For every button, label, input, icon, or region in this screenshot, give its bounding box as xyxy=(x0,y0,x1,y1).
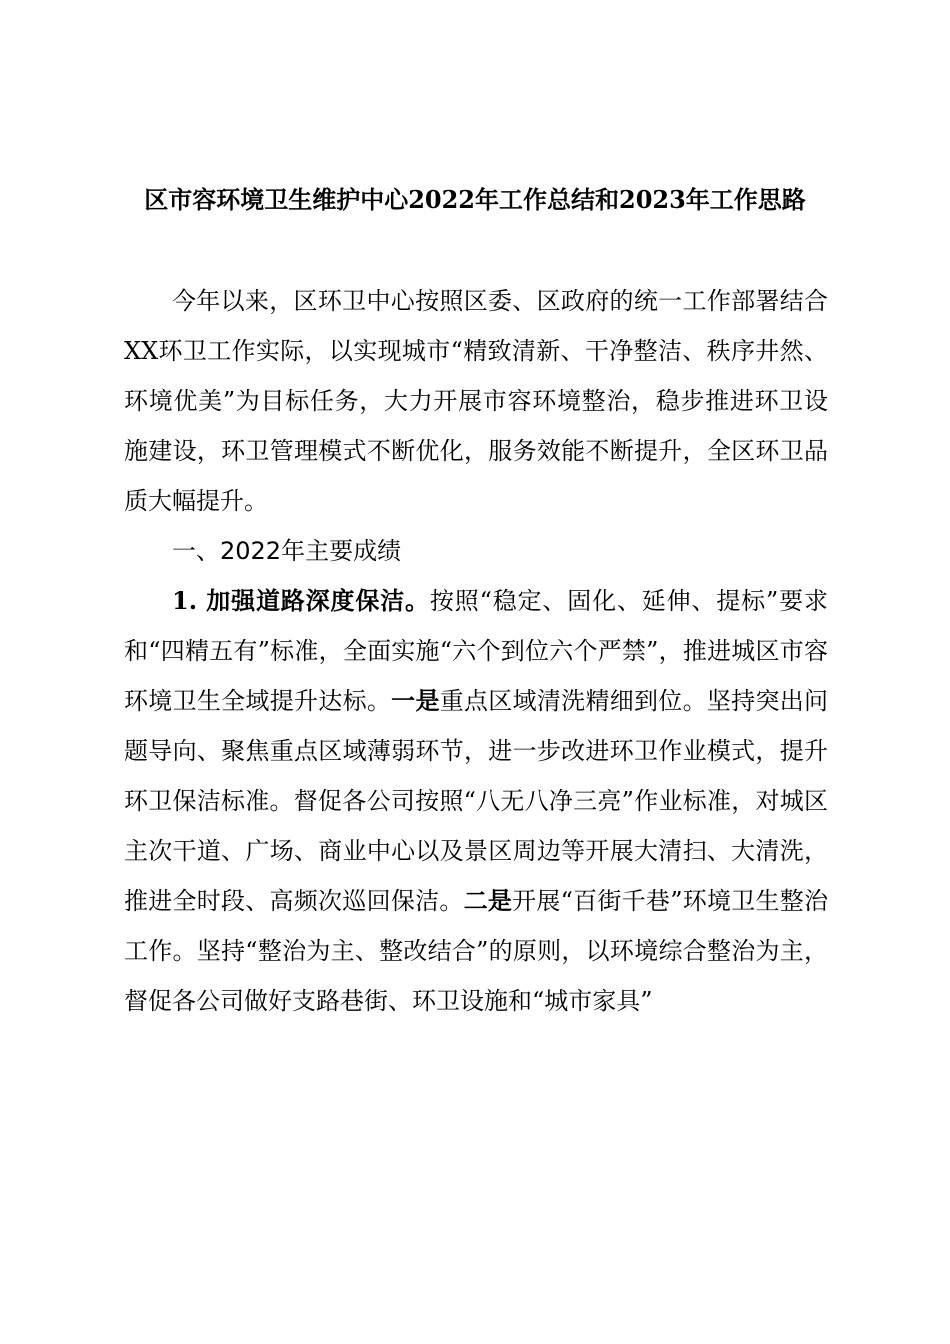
emphasis-second: 二是 xyxy=(463,886,513,915)
item-text-a: 按照“稳定、固化、延伸、提标”要求和“四精五有”标准，全面实施“六个到位六个严禁”，推进城区市容环境卫生全域提升达标。 xyxy=(124,587,828,715)
item-text-c: 开展“百街千巷”环境卫生整治工作。坚持“整治为主、整改结合”的原则，以环境综合整治为主，督促各公司做好支路巷街、环卫设施和“城市家具” xyxy=(124,887,829,1015)
document-title: 区市容环境卫生维护中心2022年工作总结和2023年工作思路 xyxy=(144,185,806,214)
item-text-b: 重点区域清洗精细到位。坚持突出问题导向、聚焦重点区域薄弱环节，进一步改进环卫作业模式，提升环卫保洁标准。督促各公司按照“八无八净三亮”作业标准，对城区主次干道、广场、商业中心以及景区周边等开展大清扫、大清洗，推进全时段、高频次巡回保洁。 xyxy=(124,687,829,915)
intro-paragraph: 今年以来，区环卫中心按照区委、区政府的统一工作部署结合XX环卫工作实际，以实现城市“精致清新、干净整洁、秩序井然、环境优美”为目标任务，大力开展市容环境整治，稳步推进环卫设施建设，环卫管理模式不断优化，服务效能不断提升，全区环卫品质大幅提升。 xyxy=(124,287,828,515)
section-heading: 一、2022年主要成绩 xyxy=(172,537,402,565)
emphasis-first: 一是 xyxy=(391,686,440,715)
document-body xyxy=(124,276,828,1026)
item-lead: 1. 加强道路深度保洁。 xyxy=(172,586,430,615)
item-paragraph xyxy=(124,576,828,1026)
